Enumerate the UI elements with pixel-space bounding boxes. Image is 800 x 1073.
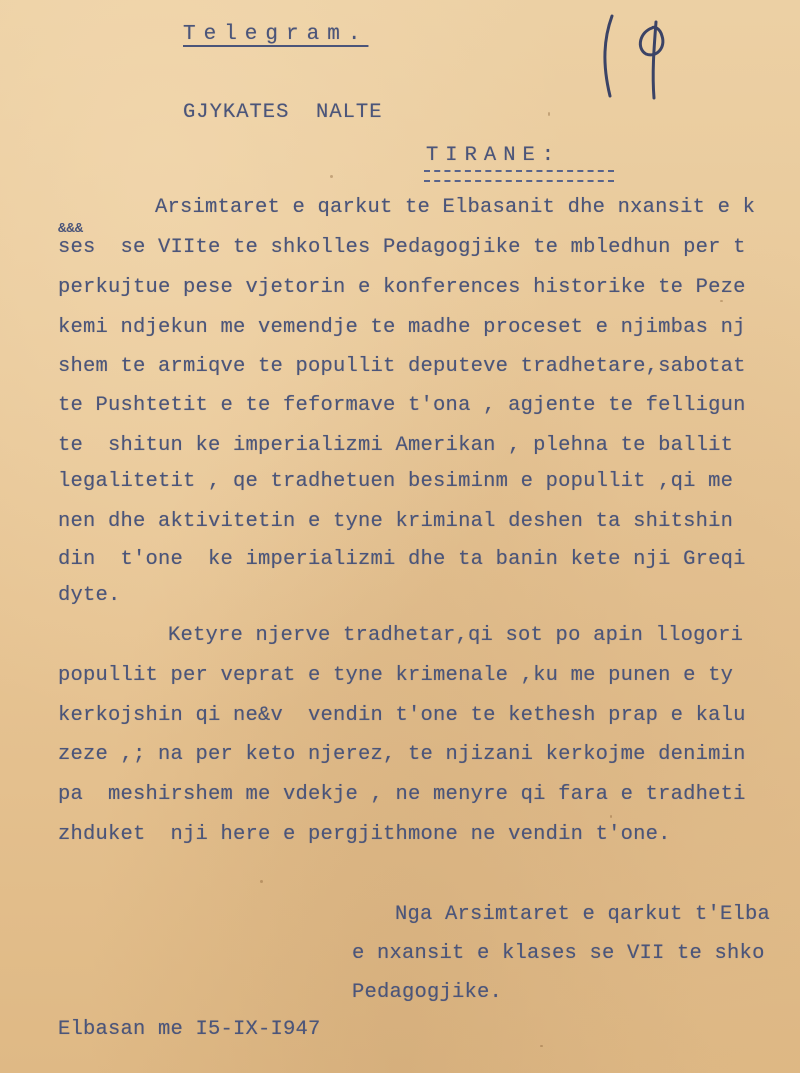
body-line: te Pushtetit e te feformave t'ona , agjente te felligun <box>58 394 746 417</box>
body-line: nen dhe aktivitetin e tyne kriminal deshen ta shitshin <box>58 510 734 533</box>
overstrike-mark: &&& <box>58 221 84 237</box>
body-line: kemi ndjekun me vemendje te madhe proceset e njimbas nj <box>58 316 746 339</box>
paper-speck <box>540 1045 543 1047</box>
city-double-rule <box>424 170 614 182</box>
body-line: dyte. <box>58 584 121 607</box>
body-line: ses se VIIte te shkolles Pedagogjike te mbledhun per t <box>58 236 746 259</box>
body-line: pa meshirshem me vdekje , ne menyre qi fara e tradheti <box>58 783 746 806</box>
handwritten-page-number <box>590 8 690 108</box>
handwritten-number-icon <box>590 8 690 108</box>
paper-speck <box>720 300 723 302</box>
signature-line: e nxansit e klases se VII te shko <box>352 942 765 965</box>
body-line: zhduket nji here e pergjithmone ne vendin t'one. <box>58 823 671 846</box>
body-line: Ketyre njerve tradhetar,qi sot po apin llogori <box>168 624 744 647</box>
body-line: popullit per veprat e tyne krimenale ,ku me punen e ty <box>58 664 734 687</box>
body-line: shem te armiqve te popullit deputeve tradhetare,sabotat <box>58 355 746 378</box>
body-line: kerkojshin qi ne&v vendin t'one te kethesh prap e kalu <box>58 704 746 727</box>
body-line: din t'one ke imperializmi dhe ta banin kete nji Greqi <box>58 548 746 571</box>
destination-city: TIRANE: <box>426 144 562 167</box>
place-date: Elbasan me I5-IX-I947 <box>58 1018 321 1041</box>
body-line: Arsimtaret e qarkut te Elbasanit dhe nxansit e k <box>155 196 756 219</box>
paper-speck <box>610 815 612 818</box>
signature-line: Nga Arsimtaret e qarkut t'Elba <box>395 903 771 926</box>
body-line: te shitun ke imperializmi Amerikan , plehna te ballit <box>58 434 734 457</box>
signature-line: Pedagogjike. <box>352 981 503 1004</box>
body-line: legalitetit , qe tradhetuen besiminm e popullit ,qi me <box>58 470 734 493</box>
paper-speck <box>548 112 550 116</box>
document-title: Telegram. <box>183 23 369 46</box>
paper-speck <box>330 175 333 178</box>
paper-speck <box>260 880 263 883</box>
body-line: zeze ,; na per keto njerez, te njizani kerkojme denimin <box>58 743 746 766</box>
body-line: perkujtue pese vjetorin e konferences historike te Peze <box>58 276 746 299</box>
addressee: GJYKATES NALTE <box>183 101 383 124</box>
